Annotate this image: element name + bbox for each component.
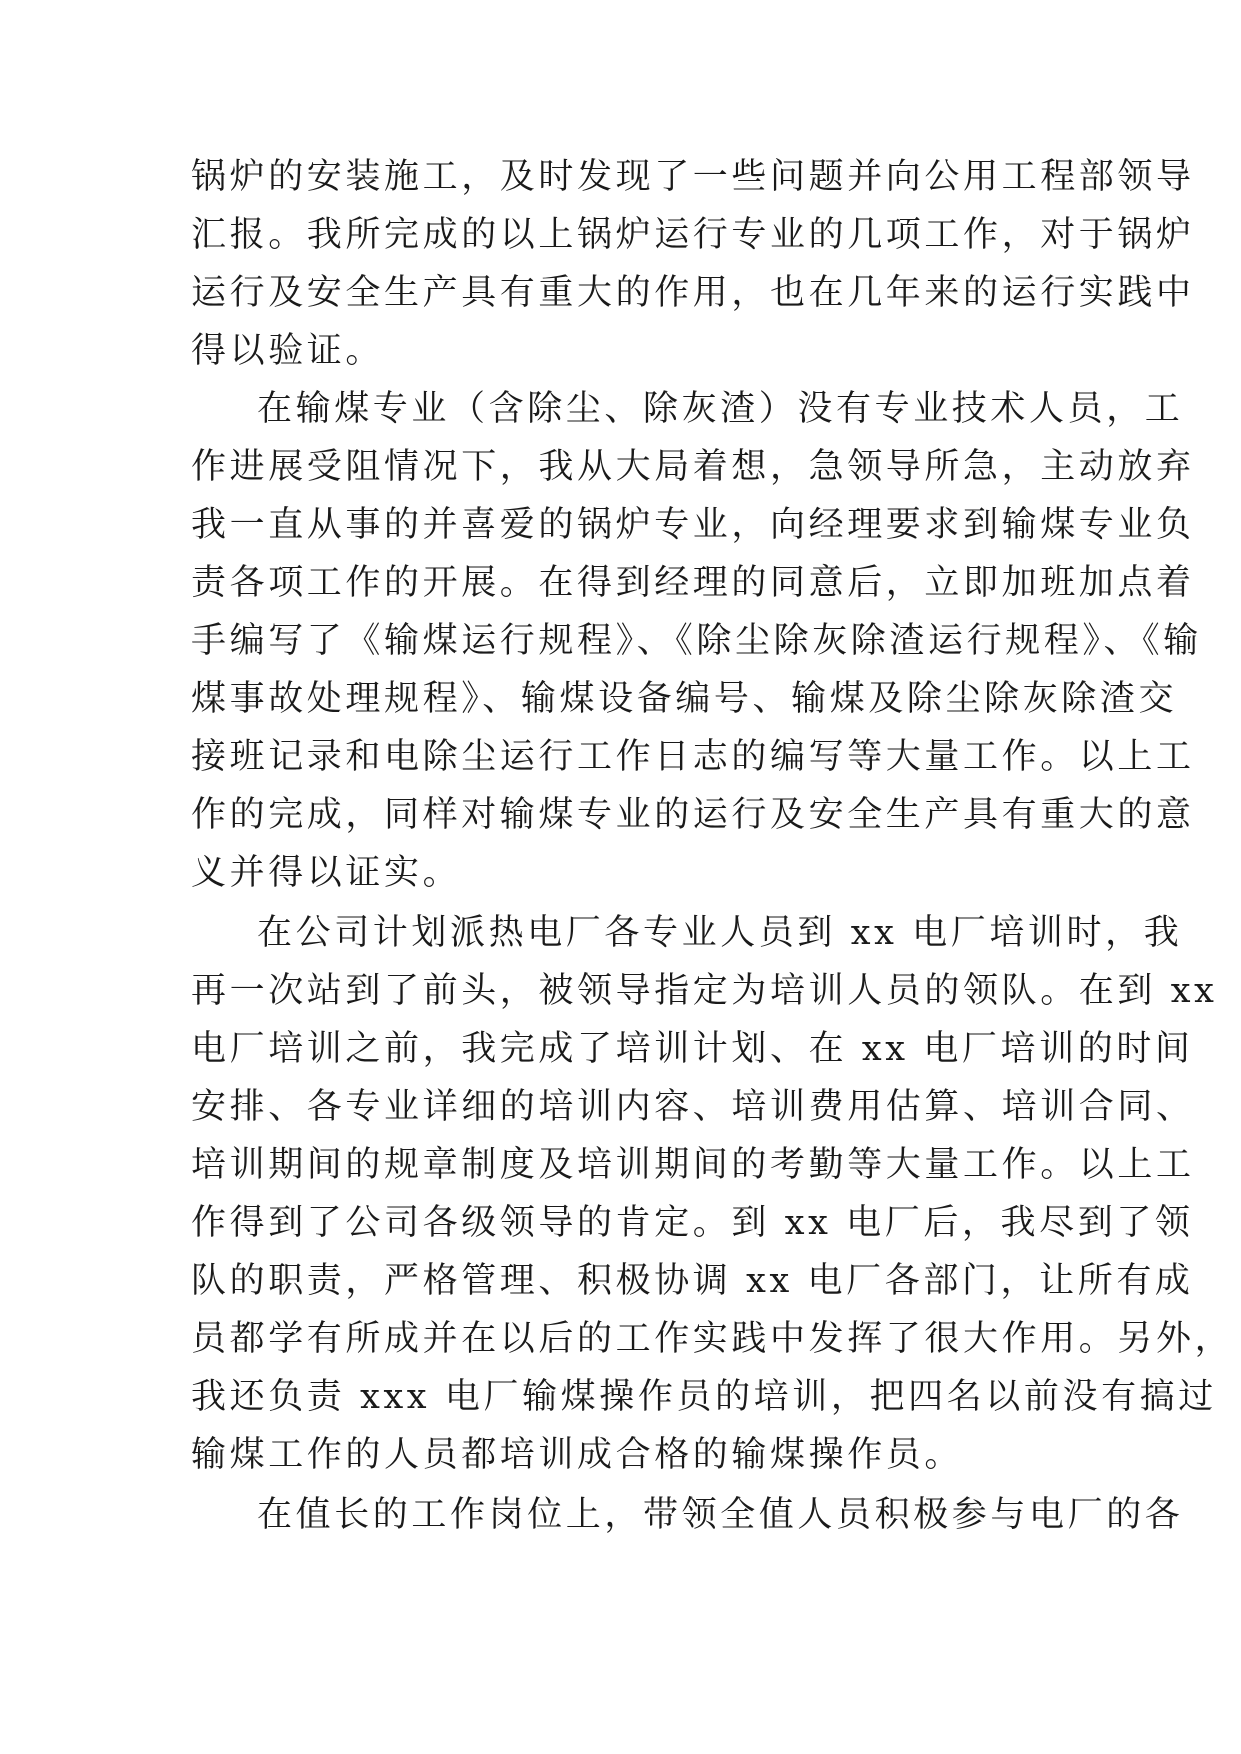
text-line: 得以验证。 (191, 331, 385, 371)
text-line: 接班记录和电除尘运行工作日志的编写等大量工作。以上工 (191, 737, 1195, 777)
text-line: 员都学有所成并在以后的工作实践中发挥了很大作用。另外， (191, 1319, 1234, 1359)
text-line: 手编写了《输煤运行规程》、《除尘除灰除渣运行规程》、《输 (191, 621, 1202, 661)
text-line: 再一次站到了前头，被领导指定为培训人员的领队。在到 xx (191, 971, 1218, 1011)
text-line: 输煤工作的人员都培训成合格的输煤操作员。 (191, 1435, 964, 1475)
text-line: 电厂培训之前，我完成了培训计划、在 xx 电厂培训的时间 (191, 1029, 1194, 1069)
text-line: 汇报。我所完成的以上锅炉运行专业的几项工作，对于锅炉 (191, 215, 1195, 255)
text-line: 运行及安全生产具有重大的作用，也在几年来的运行实践中 (191, 273, 1195, 313)
paragraph-first-line: 在公司计划派热电厂各专业人员到 xx 电厂培训时，我 (257, 913, 1183, 953)
text-line: 责各项工作的开展。在得到经理的同意后，立即加班加点着 (191, 563, 1195, 603)
paragraph-first-line: 在输煤专业（含除尘、除灰渣）没有专业技术人员，工 (257, 389, 1184, 429)
text-line: 作进展受阻情况下，我从大局着想，急领导所急，主动放弃 (191, 447, 1195, 487)
text-line: 我一直从事的并喜爱的锅炉专业，向经理要求到输煤专业负 (191, 505, 1195, 545)
text-line: 煤事故处理规程》、输煤设备编号、输煤及除尘除灰除渣交 (191, 679, 1178, 719)
text-line: 作得到了公司各级领导的肯定。到 xx 电厂后，我尽到了领 (191, 1203, 1194, 1243)
text-line: 安排、各专业详细的培训内容、培训费用估算、培训合同、 (191, 1087, 1195, 1127)
text-line: 锅炉的安装施工，及时发现了一些问题并向公用工程部领导 (191, 157, 1195, 197)
text-line: 义并得以证实。 (191, 853, 462, 893)
text-line: 我还负责 xxx 电厂输煤操作员的培训，把四名以前没有搞过 (191, 1377, 1217, 1417)
text-line: 队的职责，严格管理、积极协调 xx 电厂各部门，让所有成 (191, 1261, 1194, 1301)
paragraph-first-line: 在值长的工作岗位上，带领全值人员积极参与电厂的各 (257, 1495, 1184, 1535)
text-line: 作的完成，同样对输煤专业的运行及安全生产具有重大的意 (191, 795, 1195, 835)
text-line: 培训期间的规章制度及培训期间的考勤等大量工作。以上工 (191, 1145, 1195, 1185)
